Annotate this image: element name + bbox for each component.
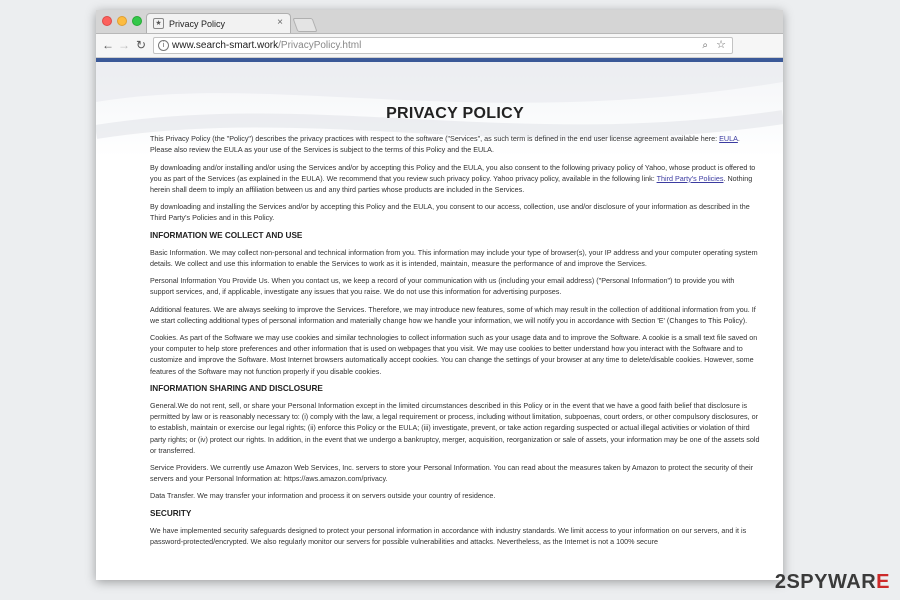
address-bar[interactable]: [153, 37, 733, 54]
maximize-window-button[interactable]: [132, 16, 142, 26]
section-heading-sharing: INFORMATION SHARING AND DISCLOSURE: [150, 383, 323, 393]
url-path: /PrivacyPolicy.html: [278, 40, 362, 51]
close-window-button[interactable]: [102, 16, 112, 26]
browser-window: [96, 10, 783, 580]
arrow-left-icon[interactable]: ←: [102, 38, 114, 52]
intro-paragraph-2: By downloading and/or installing and/or using the Services and/or by accepting this Policy and the EULA, you also consent to the following privacy policy of Yahoo, whose product is offered to you as part of the Services (as explained in the EULA). We recommend that you review such privacy policy. Yahoo privacy policy, available in the following link: Third Party's Policies. Nothing herein shall deem to imply an affiliation between us and any third parties whose products are included in the Services.: [150, 162, 756, 195]
window-controls: [102, 16, 142, 26]
paragraph-service-providers: Service Providers. We currently use Amazon Web Services, Inc. servers to store your Personal Information. You can read about the measures taken by Amazon to protect the security of their servers and your Personal Information at: https://aws.amazon.com/privacy.: [150, 463, 753, 484]
minimize-window-button[interactable]: [117, 16, 127, 26]
intro-paragraph-1: This Privacy Policy (the "Policy") describes the privacy practices with respect to the software ("Services", as such term is defined in the end user license agreement available here: EULA. Please also review the EULA as your use of the Services is subject to the terms of this Policy and the EULA.: [150, 134, 740, 155]
page-title: PRIVACY POLICY: [386, 105, 524, 122]
section-heading-security: SECURITY: [150, 508, 192, 518]
eula-link[interactable]: EULA: [719, 134, 738, 144]
close-tab-icon[interactable]: ×: [277, 17, 283, 28]
new-tab-button[interactable]: [292, 18, 317, 32]
paragraph-security: We have implemented security safeguards designed to protect your personal information in accordance with industry standards. We limit access to your information on our servers, and it is password-protected/encrypted. We also regularly monitor our servers for possible vulnerabilities and attacks. Nevertheless, as the Internet is not a 100% secure: [150, 525, 747, 547]
url-domain: www.search-smart.work: [172, 40, 279, 51]
page-content[interactable]: [96, 58, 783, 580]
paragraph-additional-features: Additional features. We are always seeking to improve the Services. Therefore, we may introduce new features, some of which may result in the collection of additional information from you. If we start collecting additional types of personal information and materially change how we handle your information, we will notify you in accordance with Section 'E' (Changes to This Policy).: [150, 304, 756, 325]
paragraph-personal-information: Personal Information You Provide Us. When you contact us, we keep a record of your communication with us (including your email address) ("Personal Information") to provide you with support services, and, if applicable, investigate any issues that you raise. We do not use this information for advertising purposes.: [150, 276, 735, 297]
star-icon[interactable]: ☆: [716, 39, 726, 51]
third-party-policies-link[interactable]: Third Party's Policies: [656, 173, 724, 183]
tab-title: Privacy Policy: [169, 18, 226, 29]
paragraph-data-transfer: Data Transfer. We may transfer your information and process it on servers outside your country of residence.: [150, 491, 496, 501]
paragraph-cookies: Cookies. As part of the Software we may use cookies and similar technologies to collect information such as your usage data and to improve the Software. A cookie is a small text file saved on your computer to help store preferences and other information that is used on webpages that you visit. We may use cookies to better understand how you interact with the Software and to customize and improve the Software. Most Internet browsers automatically accept cookies. You can change the settings of your browser at any time to delete/disable cookies. However, some features of the Software may not function properly if you disable cookies.: [150, 333, 758, 376]
info-icon[interactable]: i: [158, 40, 169, 51]
tab-bar: [96, 10, 783, 34]
paragraph-basic-information: Basic Information. We may collect non-personal and technical information from you. This information may include your type of browser(s), your IP address and your computer operating system details. We collect and use this information to enable the Services to work as it is intended, maintain, measure the performance of and improve the Services.: [150, 247, 758, 269]
intro-paragraph-3: By downloading and installing the Services and/or by accepting this Policy and the EULA, you consent to our access, collection, use and/or disclosure of your information as described in the Third Party's Policies and in this Policy.: [150, 202, 750, 223]
magnifier-icon[interactable]: ⌕: [702, 40, 708, 51]
page-favicon-icon: ★: [153, 18, 164, 29]
paragraph-general: General.We do not rent, sell, or share your Personal Information except in the limited circumstances described in this Policy or in the event that we have a good faith belief that disclosure is permitted by law or is reasonably necessary to: (i) comply with the law, a legal requirement or process, including without limitation, subpoenas, court orders, or other compulsory disclosures, or to establish, maintain or exercise our legal rights; (ii) enforce this Policy or the EULA; (iii) investigate, prevent, or take action regarding suspected or actual illegal activities or violation of third party rights; or (iv) protect our rights. In addition, in the event that we undergo a bankruptcy, merger, acquisition, reorganization or sale of assets, your information may be one of the assets sold or transferred.: [150, 401, 760, 455]
navigation-toolbar: [96, 34, 783, 58]
watermark-logo: 2SPYWARE: [774, 571, 890, 593]
section-heading-collect: INFORMATION WE COLLECT AND USE: [150, 230, 303, 240]
arrow-right-icon[interactable]: →: [118, 38, 130, 52]
policy-document: [150, 76, 760, 553]
tab-privacy-policy[interactable]: [146, 13, 291, 33]
reload-icon[interactable]: ↻: [136, 38, 147, 52]
